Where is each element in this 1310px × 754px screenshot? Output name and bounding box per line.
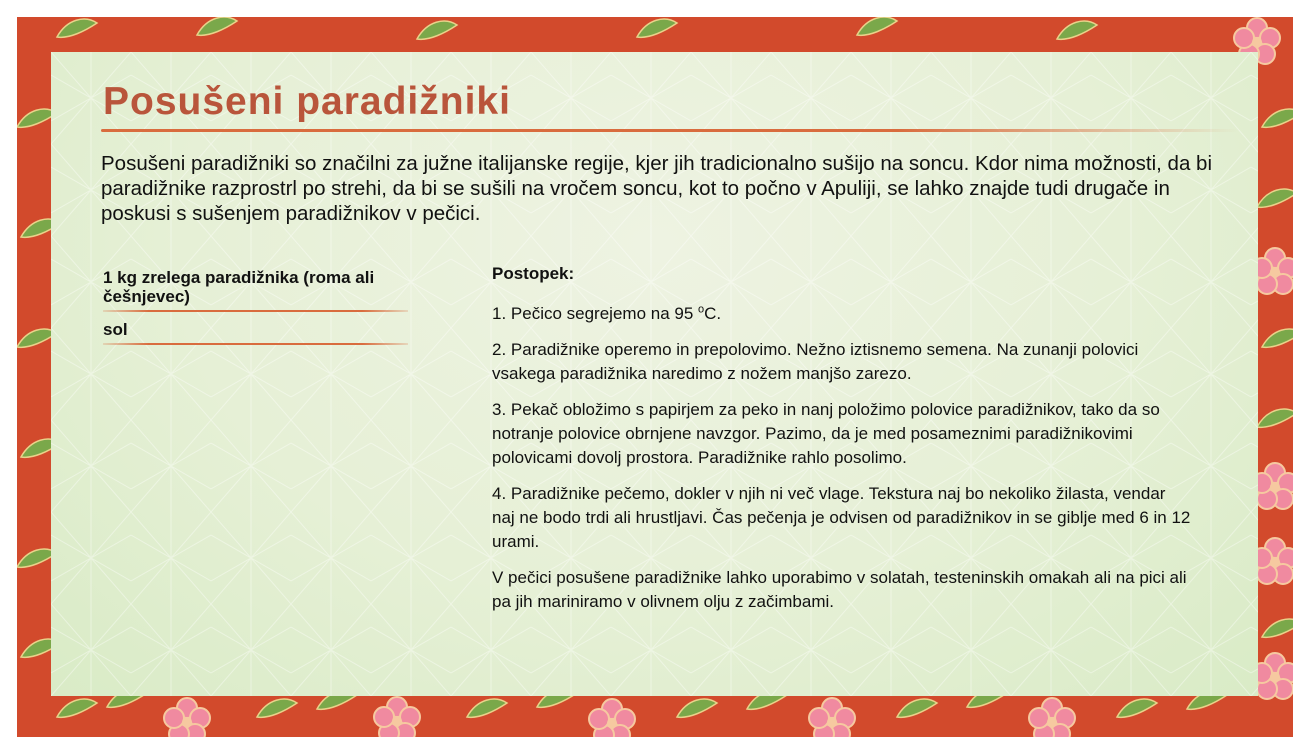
recipe-title: Posušeni paradižniki <box>103 80 511 123</box>
title-divider <box>101 129 1239 132</box>
recipe-intro: Posušeni paradižniki so značilni za južne italijanske regije, kjer jih tradicionalno sušijo na soncu. Kdor nima možnosti, da bi paradižnike razprostrl po strehi, da bi se sušili na vročem soncu, kot to počno v Apuliji, se lahko znajde tudi drugače in poskusi s sušenjem paradižnikov v pečici. <box>101 152 1212 225</box>
method-section <box>492 263 1192 626</box>
ingredient-list <box>103 268 413 353</box>
method-step-4: 4. Paradižnike pečemo, dokler v njih ni več vlage. Tekstura naj bo nekoliko žilasta, vendar naj ne bodo trdi ali hrustljavi. Čas pečenja je odvisen od paradižnikov in se giblje med 6 in 12 urami. <box>492 484 1191 551</box>
method-closing: V pečici posušene paradižnike lahko uporabimo v solatah, testeninskih omakah ali na pici ali pa jih mariniramo v olivnem olju z začimbami. <box>492 568 1187 611</box>
method-step-1: 1. Pečico segrejemo na 95 $^o$C. <box>492 303 722 323</box>
ingredient-item: sol <box>103 320 408 345</box>
method-step-2: 2. Paradižnike operemo in prepolovimo. Nežno iztisnemo semena. Na zunanji polovici vsakega paradižnika naredimo z nožem manjšo zarezo. <box>492 340 1139 383</box>
method-heading: Postopek: <box>492 264 575 283</box>
method-step-3: 3. Pekač obložimo s papirjem za peko in nanj položimo polovice paradižnikov, tako da so notranje polovice obrnjene navzgor. Pazimo, da je med posameznimi paradižnikovimi polovicami dovolj prostora. Paradižnike rahlo posolimo. <box>492 400 1160 467</box>
ingredient-item: 1 kg zrelega paradižnika (roma ali češnjevec) <box>103 268 408 312</box>
